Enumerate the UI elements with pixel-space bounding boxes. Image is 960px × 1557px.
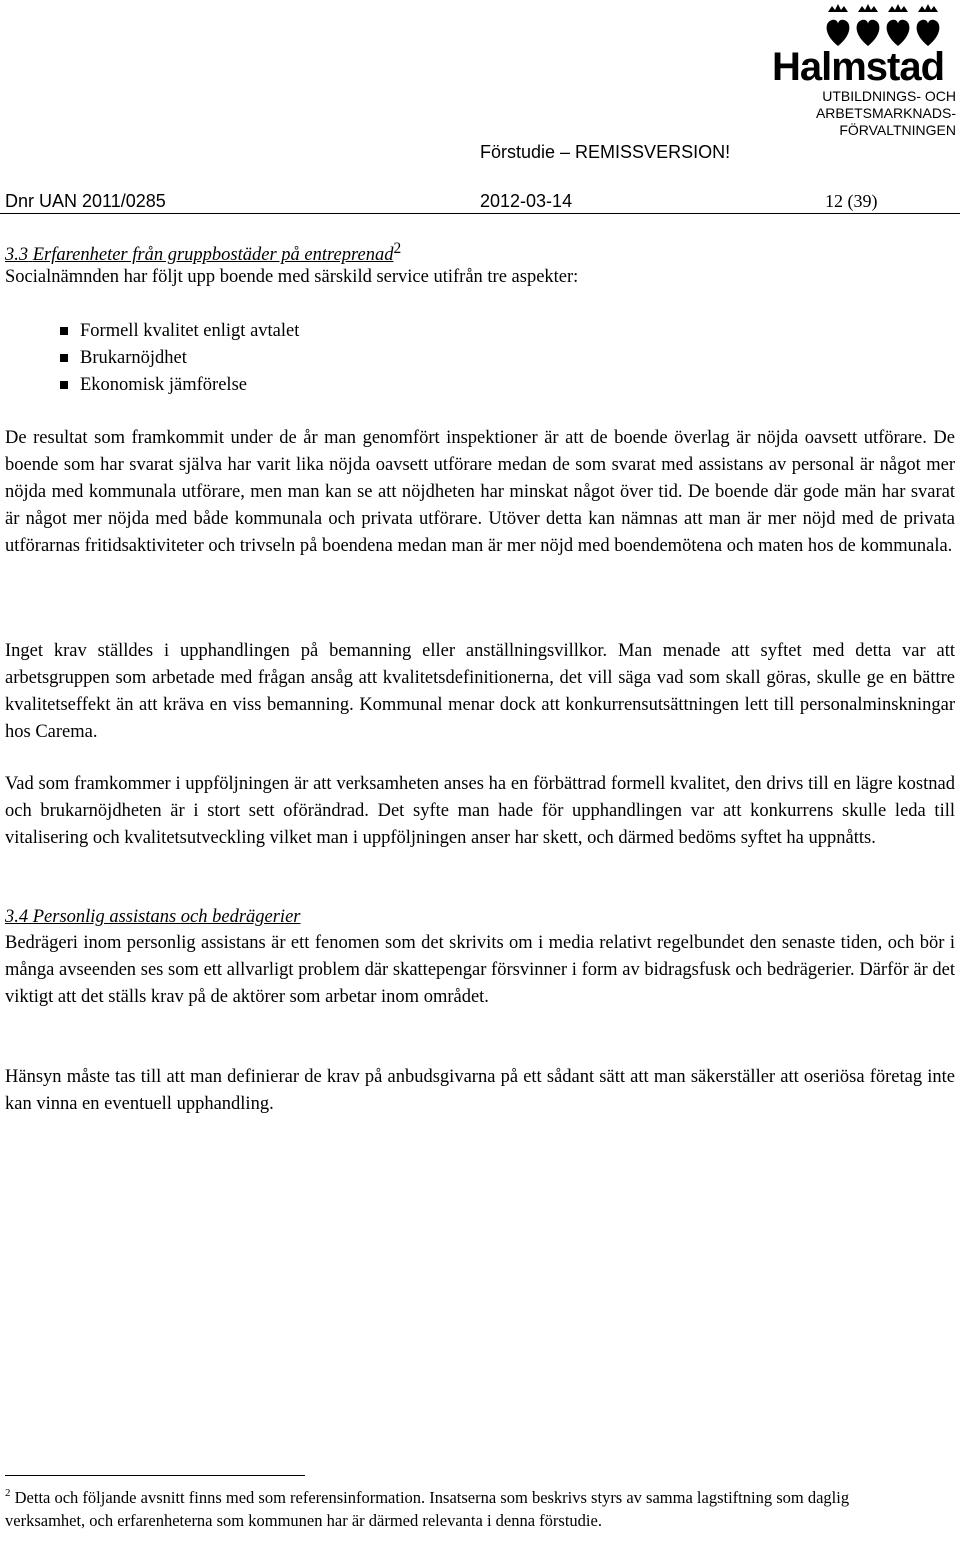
footnote-number: 2 <box>5 1487 11 1499</box>
header-divider <box>0 213 960 214</box>
section-title: Erfarenheter från gruppbostäder på entreprenad <box>32 245 394 266</box>
footnote-ref: 2 <box>393 240 402 257</box>
section-3-4-heading: 3.4 Personlig assistans och bedrägerier <box>5 907 301 927</box>
paragraph: Bedrägeri inom personlig assistans är ett fenomen som det skrivits om i media relativt regelbundet den senaste tiden, och bör i många avseenden ses som ett allvarligt problem där skattepengar försvinner i form av bidragsfusk och bedrägerier. Därför är det viktigt att det ställs krav på de aktörer som arbetar inom området. <box>5 933 955 1007</box>
paragraph: Hänsyn måste tas till att man definierar de krav på anbudsgivarna på ett sådant sätt att man säkerställer att oseriösa företag inte kan vinna en eventuell upphandling. <box>5 1067 955 1114</box>
halmstad-logo <box>760 2 956 89</box>
footnote-text: Detta och följande avsnitt finns med som referensinformation. Insatserna som beskrivs styrs av samma lagstiftning som daglig verksamhet, och erfarenheterna som kommunen har är därmed relevanta i denna förstudie. <box>5 1488 850 1530</box>
list-item: Ekonomisk jämförelse <box>60 372 299 399</box>
crowned-hearts-icon <box>760 2 956 48</box>
paragraph: Vad som framkommer i uppföljningen är att verksamheten anses ha en förbättrad formell kvalitet, den drivs till en lägre kostnad och brukarnöjdheten är i stort sett oförändrad. Det syfte man hade för upphandlingen var att konkurrens skulle leda till vitalisering och kvalitetsutveckling vilket man i uppföljningen anser har skett, och därmed bedöms syftet ha uppnåtts. <box>5 774 955 848</box>
page-number: 12 (39) <box>825 191 878 211</box>
paragraph: Inget krav ställdes i upphandlingen på bemanning eller anställningsvillkor. Man menade att syftet med detta var att arbetsgruppen som arbetade med frågan ansåg att kvalitetsdefinitionerna, det vill säga vad som skall göras, skulle ge en bättre kvalitetseffekt än att kräva en viss bemanning. Kommunal menar dock att konkurrensutsättningen lett till personalminskningar hos Carema. <box>5 641 955 742</box>
paragraph: De resultat som framkommit under de år man genomfört inspektioner är att de boende överlag är nöjda oavsett utförare. De boende som har svarat själva har varit lika nöjda oavsett utförare medan de som svarat med assistans av personal är något mer nöjda med kommunala utförare, men man kan se att nöjdheten har minskat något över tid. De boende där gode män har svarat är något mer nöjda med både kommunala och privata utförare. Utöver detta kan nämnas att man är mer nöjd med de privata utförarnas fritidsaktiviteter och trivseln på boendena medan man är mer nöjd med boendemötena och maten hos de kommunala. <box>5 428 955 556</box>
footnote <box>5 1486 885 1532</box>
org-line: FÖRVALTNINGEN <box>839 122 956 138</box>
list-item: Brukarnöjdhet <box>60 345 299 372</box>
registration-number: Dnr UAN 2011/0285 <box>5 191 166 211</box>
bullet-square-icon <box>60 354 68 362</box>
document-title: Förstudie – REMISSVERSION! <box>480 142 731 162</box>
aspects-list <box>60 318 299 399</box>
org-line: UTBILDNINGS- OCH <box>822 88 956 104</box>
bullet-square-icon <box>60 327 68 335</box>
logo-wordmark: Halmstad <box>771 45 945 89</box>
section-number: 3.3 <box>5 245 29 266</box>
section-intro: Socialnämnden har följt upp boende med särskild service utifrån tre aspekter: <box>5 267 579 287</box>
document-date: 2012-03-14 <box>480 191 573 211</box>
list-item: Formell kvalitet enligt avtalet <box>60 318 299 345</box>
org-line: ARBETSMARKNADS- <box>815 105 956 121</box>
footnote-divider <box>5 1475 305 1476</box>
organization-name <box>790 88 956 139</box>
bullet-square-icon <box>60 381 68 389</box>
